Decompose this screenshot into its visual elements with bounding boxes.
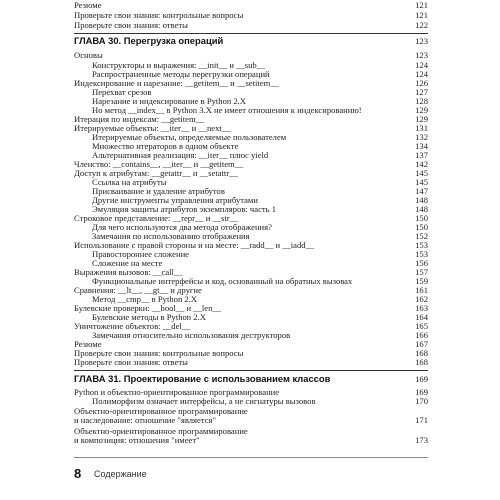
toc-entry-page: 127 (415, 87, 428, 97)
toc-entry-page: 137 (415, 150, 428, 160)
toc-entry-page: 165 (415, 321, 428, 331)
toc-entry-text: Булевские проверки: __bool__ и __len__ (74, 303, 221, 313)
toc-entry (0, 416, 500, 425)
toc-entry-page: 168 (415, 348, 428, 358)
toc-entry-page: 167 (415, 339, 428, 349)
toc-entry-page: 173 (415, 435, 428, 445)
toc-entry-page: 152 (415, 231, 428, 241)
toc-entry (0, 11, 500, 20)
toc-entry-text: Для чего используются два метода отображения? (92, 222, 272, 232)
toc-entry-page: 166 (415, 330, 428, 340)
toc-entry-page: 129 (415, 114, 428, 124)
toc-entry-text: Резюме (74, 0, 102, 10)
chapter-title: ГЛАВА 30. Перегрузка операций (74, 35, 224, 46)
toc-entry-text: Распространенные методы перегрузки операций (92, 69, 270, 79)
toc-entry-text: и наследование: отношение "является" (74, 415, 216, 425)
toc-entry-page: 147 (415, 186, 428, 196)
chapter-rule (74, 370, 428, 371)
toc-entry-page: 126 (415, 78, 428, 88)
toc-entry-text: Правостороннее сложение (92, 249, 189, 259)
toc-entry-text: и композиция: отношения "имеет" (74, 435, 200, 445)
toc-entry-text: Сложение на месте (92, 258, 163, 268)
toc-entry-text: Замечания по использованию отображения (92, 231, 250, 241)
toc-entry-text: Уничтожение объектов: __del__ (74, 321, 191, 331)
toc-entry-page: 122 (415, 20, 428, 30)
toc-entry-text: Полиморфизм означает интерфейсы, а не сигнатуры вызовов (92, 396, 316, 406)
toc-entry-text: Множество итераторов в одном объекте (92, 141, 239, 151)
toc-entry-page: 170 (415, 396, 428, 406)
toc-entry-text: Индексирование и нарезание: __getitem__ и __setitem__ (74, 78, 279, 88)
chapter-page: 123 (415, 36, 428, 46)
toc-entry-text: Но метод __index__ в Python 3.X не имеет отношения к индексированию! (92, 105, 362, 115)
toc-entry-text: Основы (74, 50, 103, 60)
toc-entry-text: Итерация по индексам: __getitem__ (74, 114, 205, 124)
toc-entry (0, 1, 500, 10)
toc-entry-page: 148 (415, 195, 428, 205)
toc-entry-page: 164 (415, 312, 428, 322)
toc-entry-text: Использование с правой стороны и на месте: __radd__ и __iadd__ (74, 240, 315, 250)
toc-entry (0, 436, 500, 445)
chapter-page: 169 (415, 374, 428, 384)
chapter-title: ГЛАВА 31. Проектирование с использованием классов (74, 373, 331, 384)
toc-entry-page: 156 (415, 258, 428, 268)
toc-entry-page: 168 (415, 357, 428, 367)
toc-entry-text: Итерируемые объекты, определяемые пользователем (92, 132, 287, 142)
toc-entry-text: Резюме (74, 339, 102, 349)
toc-entry-page: 131 (415, 123, 428, 133)
toc-entry-page: 124 (415, 69, 428, 79)
toc-entry-page: 121 (415, 10, 428, 20)
toc-entry-page: 150 (415, 213, 428, 223)
toc-entry-text: Метод __cmp__ в Python 2.X (92, 294, 198, 304)
toc-entry-text: Проверьте свои знания: ответы (74, 20, 188, 30)
toc-entry-page: 142 (415, 159, 428, 169)
toc-entry-page: 161 (415, 285, 428, 295)
toc-entry-page: 159 (415, 276, 428, 286)
toc-entry-page: 121 (415, 0, 428, 10)
footer-page-number: 8 (74, 466, 82, 481)
toc-entry-text: Членство: __contains__, __iter__ и __getitem__ (74, 159, 244, 169)
toc-entry-page: 132 (415, 132, 428, 142)
toc-entry-text: Сравнения: __lt__, __gt__ и другие (74, 285, 202, 295)
toc-entry-page: 123 (415, 50, 428, 60)
toc-entry-text: Проверьте свои знания: контрольные вопросы (74, 10, 244, 20)
chapter-rule (74, 33, 428, 34)
toc-entry-page: 150 (415, 222, 428, 232)
toc-entry-text: Выражения вызовов: __call__ (74, 267, 183, 277)
toc-entry-text: Эмуляция защиты атрибутов экземпляров: часть 1 (92, 204, 277, 214)
toc-entry-page: 145 (415, 168, 428, 178)
toc-entry (0, 51, 500, 60)
toc-entry-page: 124 (415, 60, 428, 70)
toc-entry-page: 148 (415, 204, 428, 214)
toc-entry (0, 21, 500, 30)
toc-entry-page: 129 (415, 105, 428, 115)
toc-entry-text: Объектно-ориентированное программирование (74, 406, 248, 416)
toc-entry-text: Конструкторы и выражения: __init__ и __sub__ (92, 60, 266, 70)
toc-entry-page: 171 (415, 415, 428, 425)
chapter-heading (74, 35, 428, 47)
toc-entry-text: Проверьте свои знания: контрольные вопросы (74, 348, 244, 358)
toc-entry-text: Доступ к атрибутам: __getattr__ и __setattr__ (74, 168, 238, 178)
toc-entry-page: 128 (415, 96, 428, 106)
toc-entry-page: 134 (415, 141, 428, 151)
toc-entry-text: Итерируемые объекты: __iter__ и __next__ (74, 123, 231, 133)
toc-entry-text: Python и объектно-ориентированное программирование (74, 387, 280, 397)
toc-entry-page: 153 (415, 249, 428, 259)
toc-entry-text: Строковое представление: __repr__ и __str__ (74, 213, 239, 223)
toc-entry (0, 358, 500, 367)
toc-entry-page: 153 (415, 240, 428, 250)
toc-entry-text: Проверьте свои знания: ответы (74, 357, 188, 367)
toc-entry-text: Объектно-ориентированное программирование (74, 426, 248, 436)
footer-rule (74, 457, 428, 458)
toc-entry-text: Замечания относительно использования деструкторов (92, 330, 291, 340)
toc-entry-text: Перехват срезов (92, 87, 152, 97)
toc-entry-page: 145 (415, 177, 428, 187)
toc-entry-text: Другие инструменты управления атрибутами (92, 195, 258, 205)
toc-entry-text: Булевские методы в Python 2.X (92, 312, 206, 322)
toc-entry-page: 169 (415, 387, 428, 397)
toc-entry (0, 397, 500, 406)
footer-section-label: Содержание (94, 469, 147, 479)
toc-entry-page: 162 (415, 294, 428, 304)
toc-entry-text: Присваивание и удаление атрибутов (92, 186, 225, 196)
toc-entry-text: Ссылка на атрибуты (92, 177, 167, 187)
toc-entry-page: 163 (415, 303, 428, 313)
toc-entry-text: Нарезание и индексирование в Python 2.X (92, 96, 246, 106)
toc-entry-text: Функциональные интерфейсы и код, основанный на обратных вызовах (92, 276, 353, 286)
chapter-heading (74, 373, 428, 385)
toc-entry-page: 157 (415, 267, 428, 277)
toc-entry-text: Альтернативная реализация: __iter__ плюс yield (92, 150, 269, 160)
